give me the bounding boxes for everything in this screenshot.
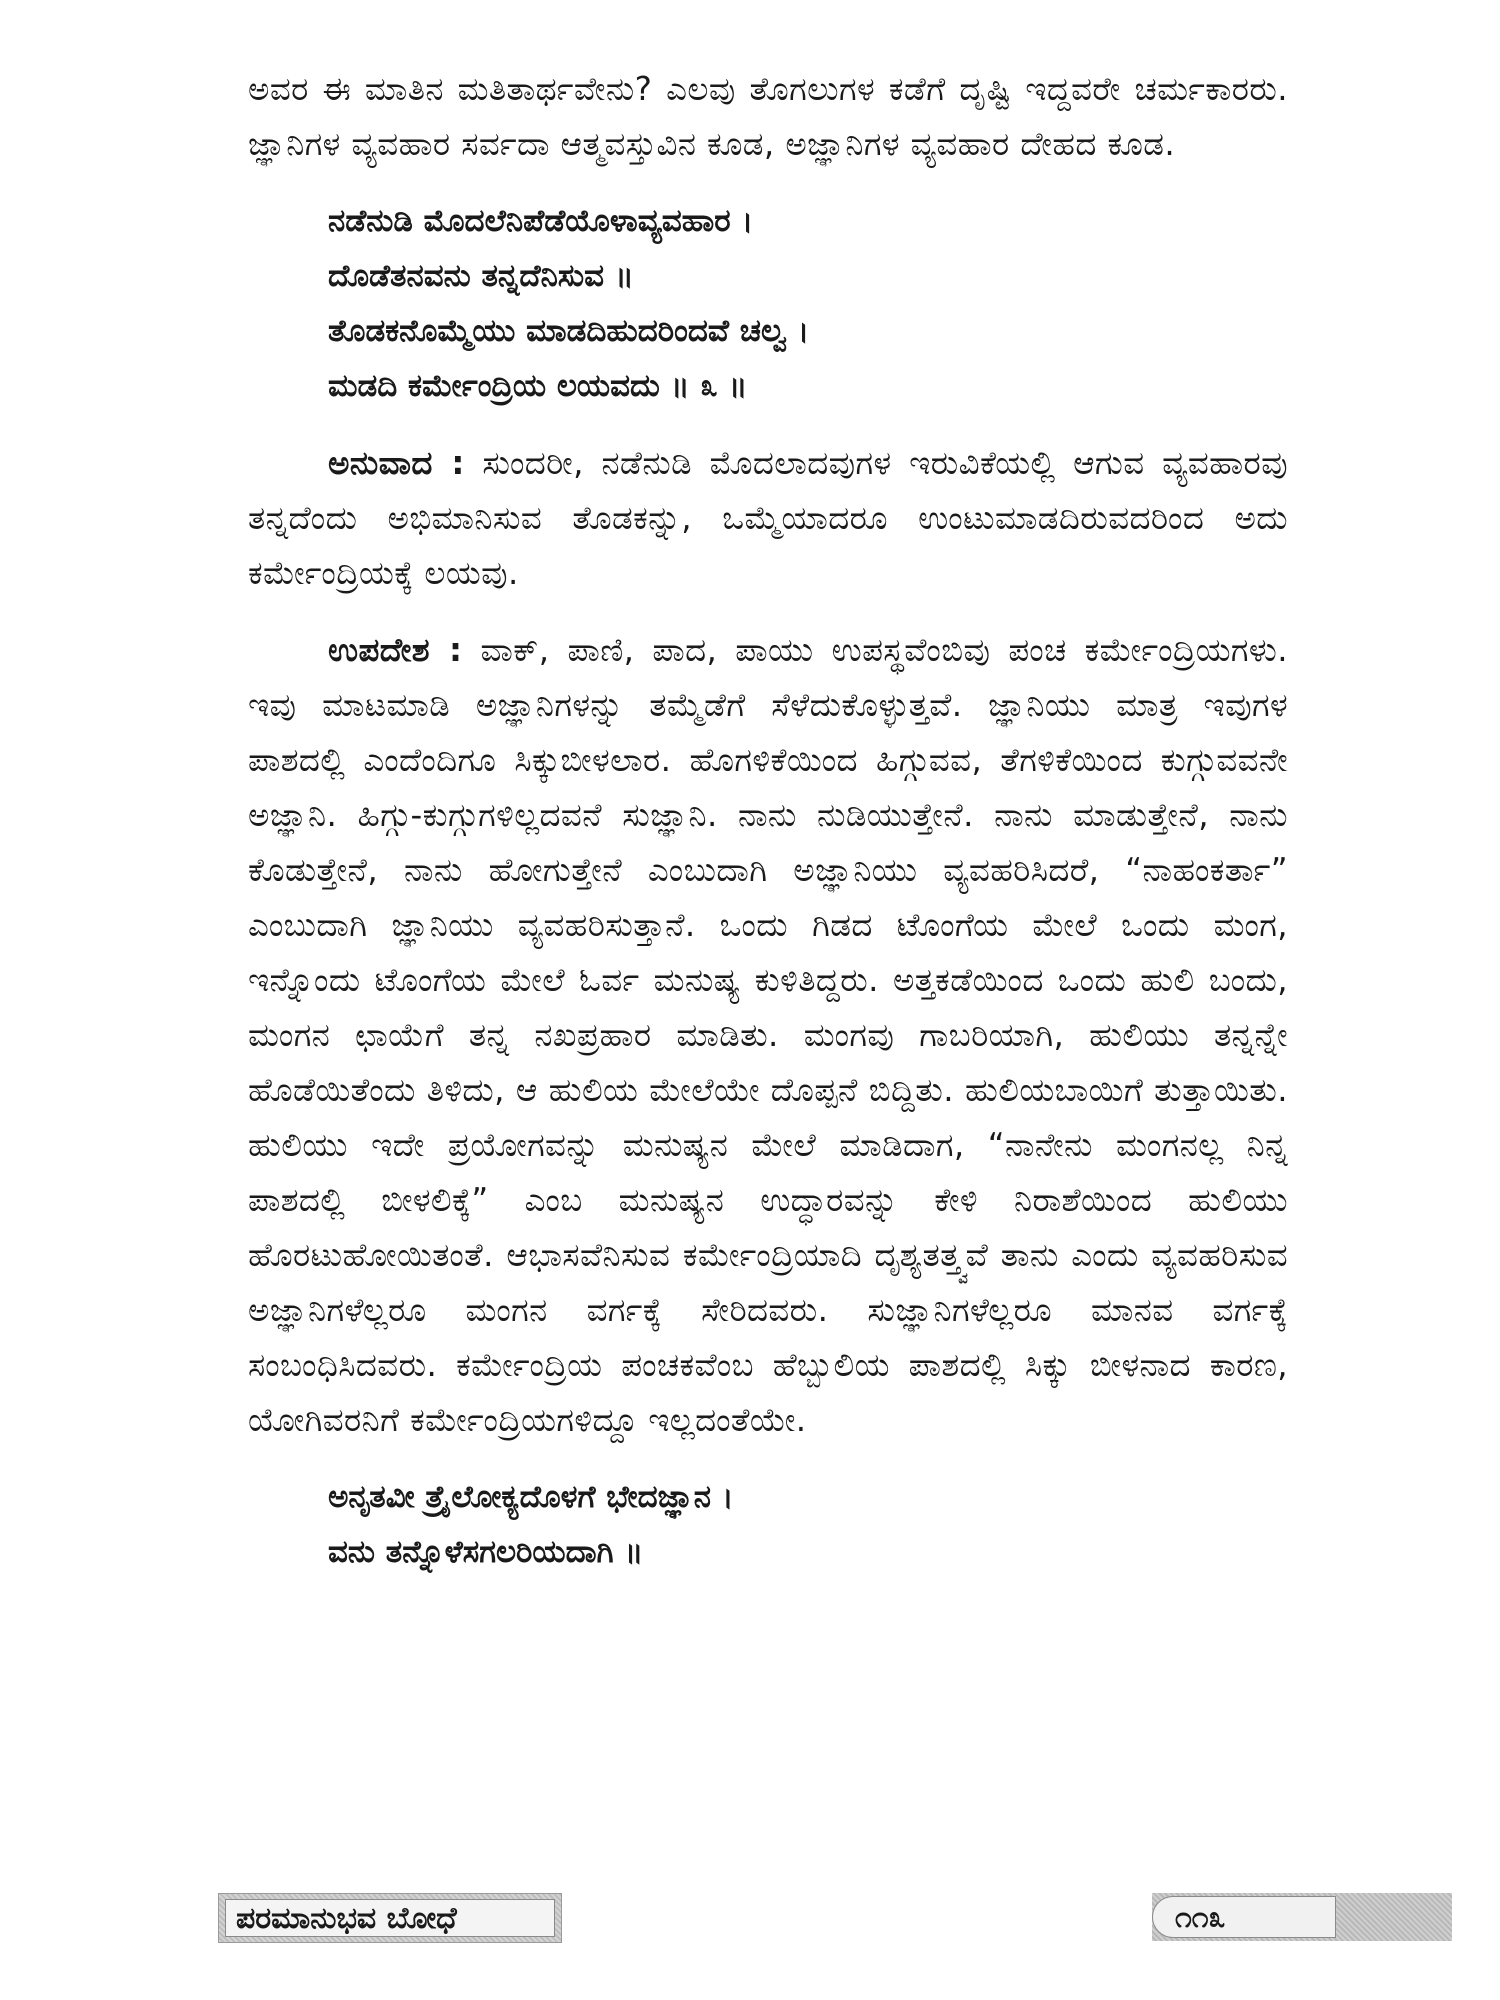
footer-page-number-box xyxy=(1152,1893,1452,1941)
verse-line: ಮಡದಿ ಕರ್ಮೇಂದ್ರಿಯ ಲಯವದು ॥ ೩ ॥ xyxy=(328,368,748,404)
verse-line: ನಡೆನುಡಿ ಮೊದಲೆನಿಪೆಡೆಯೊಳಾವ್ಯವಹಾರ । xyxy=(328,203,754,239)
verse-line: ದೊಡೆತನವನು ತನ್ನದೆನಿಸುವ ॥ xyxy=(328,258,634,294)
anuvada-text: ಸುಂದರೀ, ನಡೆನುಡಿ ಮೊದಲಾದವುಗಳ ಇರುವಿಕೆಯಲ್ಲಿ ಆಗುವ ವ್ಯವಹಾರವು ತನ್ನದೆಂದು ಅಭಿಮಾನಿಸುವ ತೊಡಕನ್ನು, ಒಮ್ಮೆಯಾದರೂ ಉಂಟುಮಾಡದಿರುವದರಿಂದ ಅದು ಕರ್ಮೇಂದ್ರಿಯಕ್ಕೆ ಲಯವು. xyxy=(248,444,1289,592)
footer-book-title-box xyxy=(218,1893,562,1943)
upadesha-label: ಉಪದೇಶ : xyxy=(328,631,463,669)
verse-block-1 xyxy=(328,194,1288,414)
verse-line: ಅನೃತವೀ ತ್ರೈಲೋಕ್ಯದೊಳಗೆ ಭೇದಜ್ಞಾನ । xyxy=(328,1479,734,1515)
anuvada-label: ಅನುವಾದ : xyxy=(328,444,465,482)
anuvada-paragraph xyxy=(248,436,1288,601)
book-title: ಪರಮಾನುಭವ ಬೋಧೆ xyxy=(225,1899,555,1937)
page-number: ೧೧೩ xyxy=(1152,1896,1336,1938)
upadesha-text: ವಾಕ್, ಪಾಣಿ, ಪಾದ, ಪಾಯು ಉಪಸ್ಥವೆಂಬಿವು ಪಂಚ ಕರ್ಮೇಂದ್ರಿಯಗಳು. ಇವು ಮಾಟಮಾಡಿ ಅಜ್ಞಾನಿಗಳನ್ನು ತಮ್ಮೆಡೆಗೆ ಸೆಳೆದುಕೊಳ್ಳುತ್ತವೆ. ಜ್ಞಾನಿಯು ಮಾತ್ರ ಇವುಗಳ ಪಾಶದಲ್ಲಿ ಎಂದೆಂದಿಗೂ ಸಿಕ್ಕುಬೀಳಲಾರ. ಹೊಗಳಿಕೆಯಿಂದ ಹಿಗ್ಗುವವ, ತೆಗಳಿಕೆಯಿಂದ ಕುಗ್ಗುವವನೇ ಅಜ್ಞಾನಿ. ಹಿಗ್ಗು-ಕುಗ್ಗುಗಳಿಲ್ಲದವನೆ ಸುಜ್ಞಾನಿ. ನಾನು ನುಡಿಯುತ್ತೇನೆ. ನಾನು ಮಾಡುತ್ತೇನೆ, ನಾನು ಕೊಡುತ್ತೇನೆ, ನಾನು ಹೋಗುತ್ತೇನೆ ಎಂಬುದಾಗಿ ಅಜ್ಞಾನಿಯು ವ್ಯವಹರಿಸಿದರೆ, “ನಾಹಂಕರ್ತಾ” ಎಂಬುದಾಗಿ ಜ್ಞಾನಿಯು ವ್ಯವಹರಿಸುತ್ತಾನೆ. ಒಂದು ಗಿಡದ ಟೊಂಗೆಯ ಮೇಲೆ ಒಂದು ಮಂಗ, ಇನ್ನೊಂದು ಟೊಂಗೆಯ ಮೇಲೆ ಓರ್ವ ಮನುಷ್ಯ ಕುಳಿತಿದ್ದರು. ಅತ್ತಕಡೆಯಿಂದ ಒಂದು ಹುಲಿ ಬಂದು, ಮಂಗನ ಛಾಯೆಗೆ ತನ್ನ ನಖಪ್ರಹಾರ ಮಾಡಿತು. ಮಂಗವು ಗಾಬರಿಯಾಗಿ, ಹುಲಿಯು ತನ್ನನ್ನೇ ಹೊಡೆಯಿತೆಂದು ತಿಳಿದು, ಆ ಹುಲಿಯ ಮೇಲೆಯೇ ದೊಪ್ಪನೆ ಬಿದ್ದಿತು. ಹುಲಿಯಬಾಯಿಗೆ ತುತ್ತಾಯಿತು. ಹುಲಿಯು ಇದೇ ಪ್ರಯೋಗವನ್ನು ಮನುಷ್ಯನ ಮೇಲೆ ಮಾಡಿದಾಗ, “ನಾನೇನು ಮಂಗನಲ್ಲ ನಿನ್ನ ಪಾಶದಲ್ಲಿ ಬೀಳಲಿಕ್ಕೆ” ಎಂಬ ಮನುಷ್ಯನ ಉದ್ಧಾರವನ್ನು ಕೇಳಿ ನಿರಾಶೆಯಿಂದ ಹುಲಿಯು ಹೊರಟುಹೋಯಿತಂತೆ. ಆಭಾಸವೆನಿಸುವ ಕರ್ಮೇಂದ್ರಿಯಾದಿ ದೃಶ್ಯತತ್ತ್ವವೆ ತಾನು ಎಂದು ವ್ಯವಹರಿಸುವ ಅಜ್ಞಾನಿಗಳೆಲ್ಲರೂ ಮಂಗನ ವರ್ಗಕ್ಕೆ ಸೇರಿದವರು. ಸುಜ್ಞಾನಿಗಳೆಲ್ಲರೂ ಮಾನವ ವರ್ಗಕ್ಕೆ ಸಂಬಂಧಿಸಿದವರು. ಕರ್ಮೇಂದ್ರಿಯ ಪಂಚಕವೆಂಬ ಹೆಬ್ಬುಲಿಯ ಪಾಶದಲ್ಲಿ ಸಿಕ್ಕು ಬೀಳನಾದ ಕಾರಣ, ಯೋಗಿವರನಿಗೆ ಕರ್ಮೇಂದ್ರಿಯಗಳಿದ್ದೂ ಇಲ್ಲದಂತೆಯೇ. xyxy=(248,631,1289,1439)
intro-paragraph: ಅವರ ಈ ಮಾತಿನ ಮತಿತಾರ್ಥವೇನು? ಎಲವು ತೊಗಲುಗಳ ಕಡೆಗೆ ದೃಷ್ಟಿ ಇದ್ದವರೇ ಚರ್ಮಕಾರರು. ಜ್ಞಾನಿಗಳ ವ್ಯವಹಾರ ಸರ್ವದಾ ಆತ್ಮವಸ್ತುವಿನ ಕೂಡ, ಅಜ್ಞಾನಿಗಳ ವ್ಯವಹಾರ ದೇಹದ ಕೂಡ. xyxy=(248,70,1288,163)
page-content xyxy=(248,62,1288,1602)
verse-line: ತೊಡಕನೊಮ್ಮೆಯು ಮಾಡದಿಹುದರಿಂದವೆ ಚಲ್ವ । xyxy=(328,313,810,349)
verse-line: ವನು ತನ್ನೊಳೆಸಗಲರಿಯದಾಗಿ ॥ xyxy=(328,1534,644,1570)
verse-block-2 xyxy=(328,1470,1288,1580)
upadesha-paragraph xyxy=(248,623,1288,1448)
